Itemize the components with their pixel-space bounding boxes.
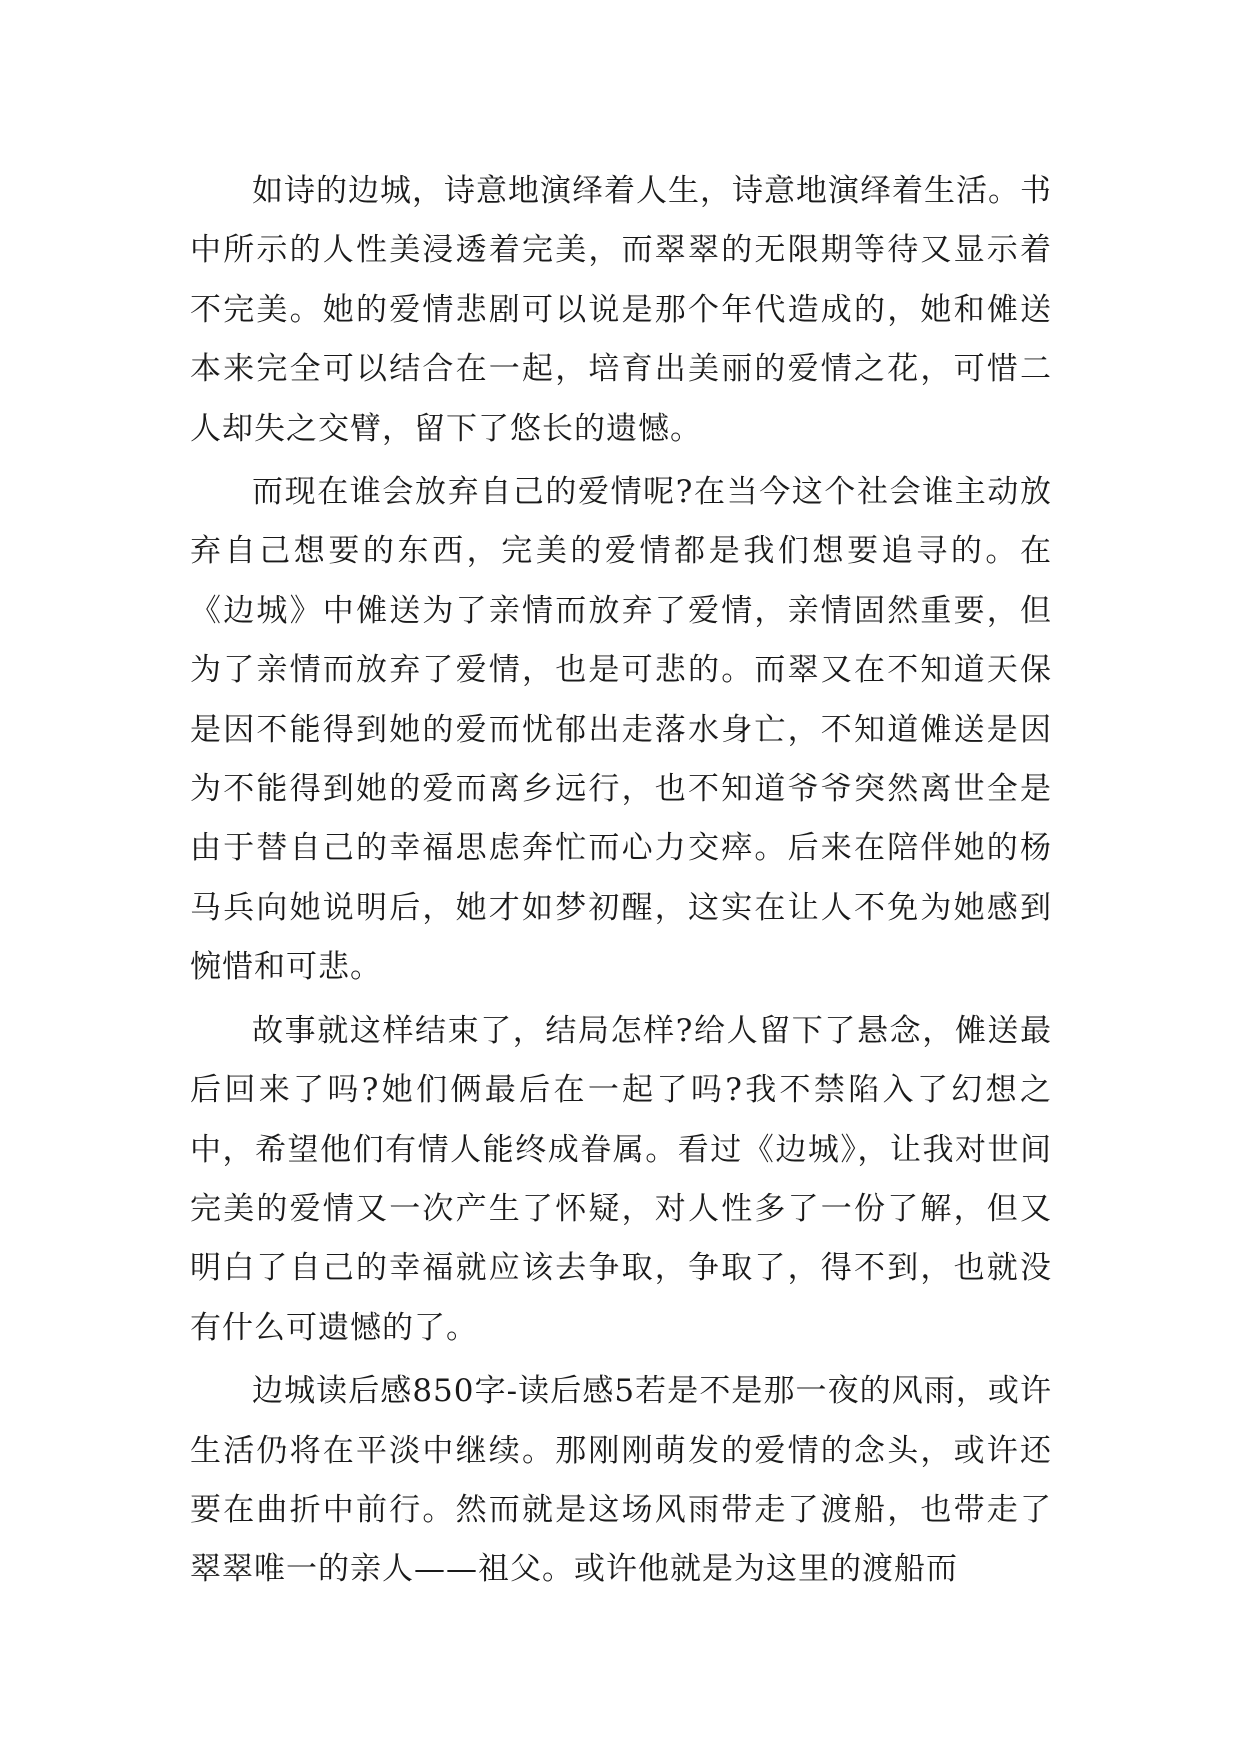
paragraph-2: 而现在谁会放弃自己的爱情呢?在当今这个社会谁主动放弃自己想要的东西，完美的爱情都是我们想要追寻的。在《边城》中傩送为了亲情而放弃了爱情，亲情固然重要，但为了亲情而放弃了爱情，也是可悲的。而翠又在不知道天保是因不能得到她的爱而忧郁出走落水身亡，不知道傩送是因为不能得到她的爱而离乡远行，也不知道爷爷突然离世全是由于替自己的幸福思虑奔忙而心力交瘁。后来在陪伴她的杨马兵向她说明后，她才如梦初醒，这实在让人不免为她感到惋惜和可悲。 [190,474,1052,986]
paragraph-1: 如诗的边城，诗意地演绎着人生，诗意地演绎着生活。书中所示的人性美浸透着完美，而翠翠的无限期等待又显示着不完美。她的爱情悲剧可以说是那个年代造成的，她和傩送本来完全可以结合在一起，培育出美丽的爱情之花，可惜二人却失之交臂，留下了悠长的遗憾。 [190,173,1052,447]
paragraph-4: 边城读后感850字-读后感5若是不是那一夜的风雨，或许生活仍将在平淡中继续。那刚刚萌发的爱情的念头，或许还要在曲折中前行。然而就是这场风雨带走了渡船，也带走了翠翠唯一的亲人——祖父。或许他就是为这里的渡船而 [190,1373,1052,1588]
paragraph-3: 故事就这样结束了，结局怎样?给人留下了悬念，傩送最后回来了吗?她们俩最后在一起了吗?我不禁陷入了幻想之中，希望他们有情人能终成眷属。看过《边城》，让我对世间完美的爱情又一次产生了怀疑，对人性多了一份了解，但又明白了自己的幸福就应该去争取，争取了，得不到，也就没有什么可遗憾的了。 [190,1012,1052,1346]
document-body [190,162,1052,1604]
